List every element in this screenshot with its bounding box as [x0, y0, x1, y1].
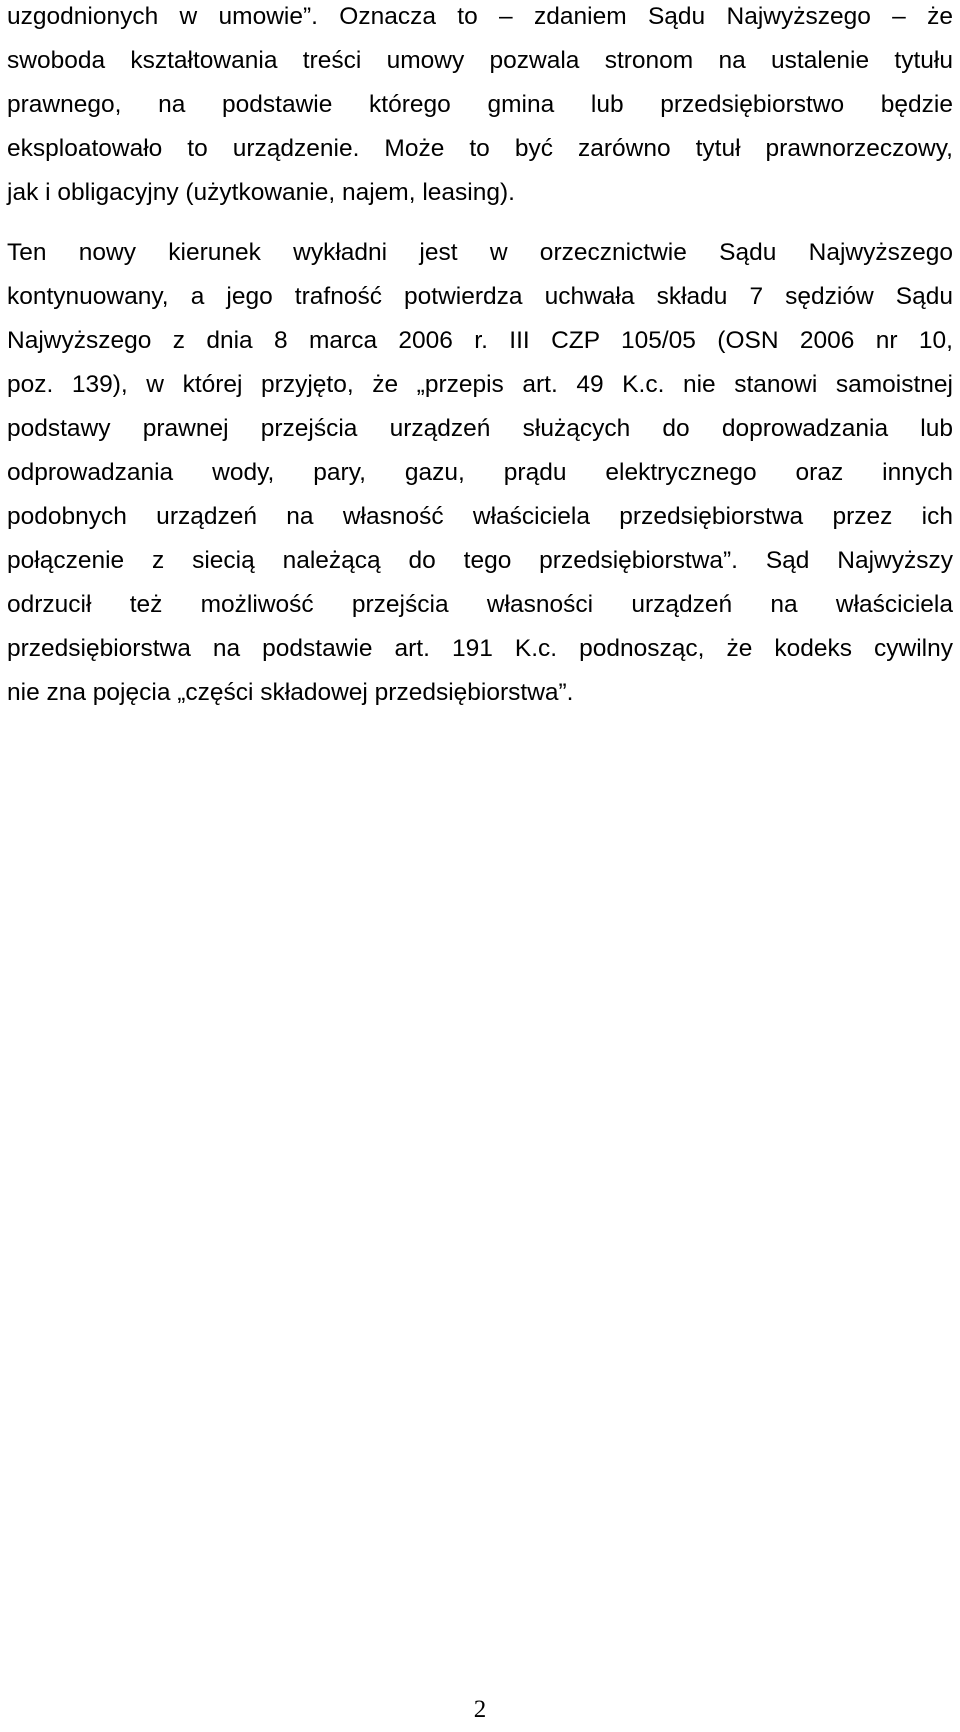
- text-line: jak i obligacyjny (użytkowanie, najem, leasing).: [7, 179, 515, 206]
- text-line: podobnych urządzeń na własność właściciela przedsiębiorstwa przez ich: [7, 503, 953, 530]
- text-line: nie zna pojęcia „części składowej przedsiębiorstwa”.: [7, 679, 574, 706]
- text-line: Ten nowy kierunek wykładni jest w orzecznictwie Sądu Najwyższego: [7, 239, 953, 266]
- text-line: poz. 139), w której przyjęto, że „przepis art. 49 K.c. nie stanowi samoistnej: [7, 371, 953, 398]
- text-line: kontynuowany, a jego trafność potwierdza uchwała składu 7 sędziów Sądu: [7, 283, 953, 310]
- text-line: przedsiębiorstwa na podstawie art. 191 K.c. podnosząc, że kodeks cywilny: [7, 635, 953, 662]
- text-line: odrzucił też możliwość przejścia własności urządzeń na właściciela: [7, 591, 953, 618]
- text-line: połączenie z siecią należącą do tego przedsiębiorstwa”. Sąd Najwyższy: [7, 547, 953, 574]
- text-line: odprowadzania wody, pary, gazu, prądu elektrycznego oraz innych: [7, 459, 953, 486]
- document-page: [7, 0, 953, 1732]
- text-line: prawnego, na podstawie którego gmina lub przedsiębiorstwo będzie: [7, 91, 953, 118]
- text-line: Najwyższego z dnia 8 marca 2006 r. III CZP 105/05 (OSN 2006 nr 10,: [7, 327, 953, 354]
- text-line: uzgodnionych w umowie”. Oznacza to – zdaniem Sądu Najwyższego – że: [7, 3, 953, 30]
- text-line: eksploatowało to urządzenie. Może to być zarówno tytuł prawnorzeczowy,: [7, 135, 953, 162]
- page-number: 2: [473, 1696, 487, 1723]
- text-line: swoboda kształtowania treści umowy pozwala stronom na ustalenie tytułu: [7, 47, 953, 74]
- text-line: podstawy prawnej przejścia urządzeń służących do doprowadzania lub: [7, 415, 953, 442]
